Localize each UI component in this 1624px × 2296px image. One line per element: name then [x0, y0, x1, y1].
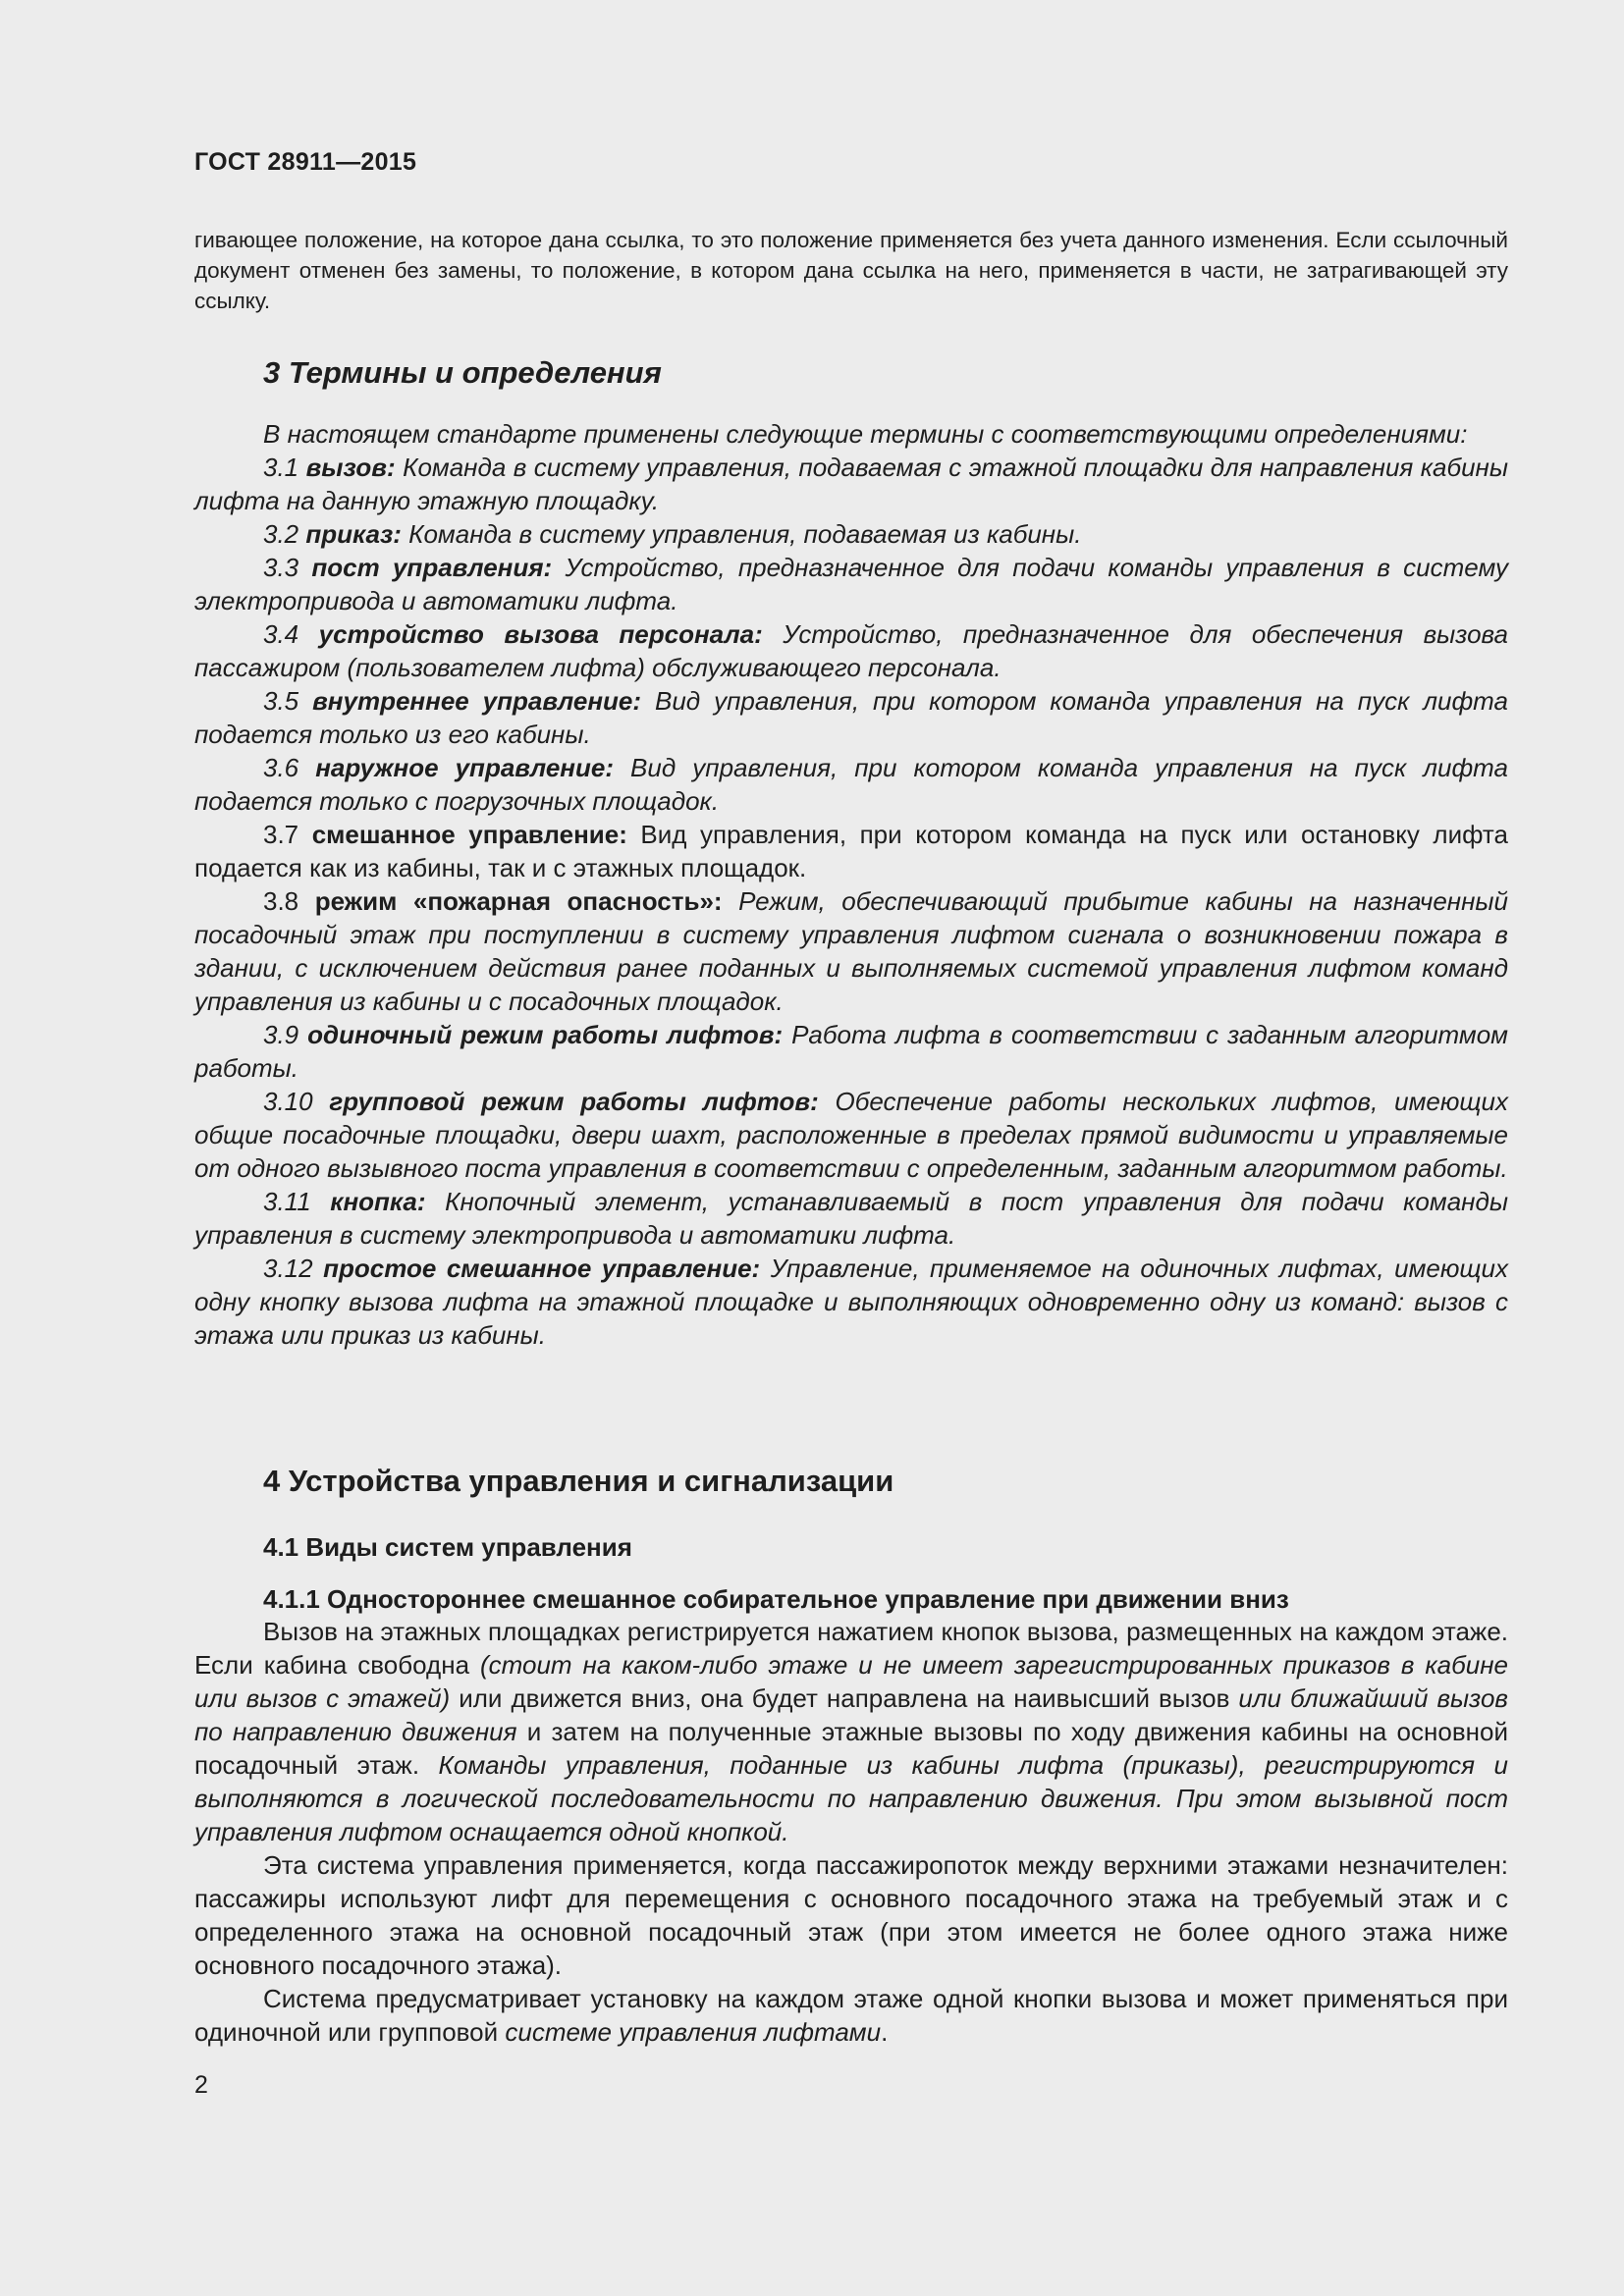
term-item: 3.9 одиночный режим работы лифтов: Работа лифта в соответствии с заданным алгоритмом работы. — [194, 1020, 1509, 1083]
section-4-body — [194, 1615, 1508, 2049]
term-name: кнопка: — [330, 1187, 426, 1216]
document-header: ГОСТ 28911—2015 — [194, 148, 417, 176]
paragraph: Вызов на этажных площадках регистрируется нажатием кнопок вызова, размещенных на каждом этаже. Если кабина свободна (стоит на каком-либо этаже и не имеет зарегистрированных приказов в кабине или вызов с этажей) или движется вниз, она будет направлена на наивысший вызов или ближайший вызов по направлению движения и затем на полученные этажные вызовы по ходу движения кабины на основной посадочный этаж. Команды управления, поданные из кабины лифта (приказы), регистрируются и выполняются в логической последовательности по направлению движения. При этом вызывной пост управления лифтом оснащается одной кнопкой. — [194, 1617, 1509, 1846]
term-name: смешанное управление: — [311, 820, 627, 849]
term-name: устройство вызова персонала: — [318, 619, 763, 649]
paragraph: Система предусматривает установку на каждом этаже одной кнопки вызова и может применяться при одиночной или групповой системе управления лифтами. — [194, 1984, 1508, 2047]
term-name: простое смешанное управление: — [323, 1254, 761, 1283]
section-3-title: 3 Термины и определения — [263, 355, 662, 390]
term-item: 3.5 внутреннее управление: Вид управления, при котором команда управления на пуск лифта подается только из его кабины. — [194, 686, 1508, 749]
subsection-4-1-1-title: 4.1.1 Одностороннее смешанное собирательное управление при движении вниз — [263, 1584, 1289, 1614]
term-item: 3.8 режим «пожарная опасность»: Режим, обеспечивающий прибытие кабины на назначенный посадочный этаж при поступлении в систему управления лифтом сигнала о возникновении пожара в здании, с исключением действия ранее поданных и выполняемых системой управления лифтом команд управления из кабины и с посадочных площадок. — [194, 886, 1508, 1016]
subsection-4-1-title: 4.1 Виды систем управления — [263, 1532, 632, 1562]
term-item: 3.6 наружное управление: Вид управления, при котором команда управления на пуск лифта подается только с погрузочных площадок. — [194, 753, 1508, 816]
intro-paragraph — [194, 225, 1508, 316]
term-item: 3.10 групповой режим работы лифтов: Обеспечение работы нескольких лифтов, имеющих общие посадочные площадки, двери шахт, расположенные в пределах прямой видимости и управляемые от одного вызывного поста управления в соответствии с определенным, заданным алгоритмом работы. — [194, 1087, 1508, 1183]
term-name: пост управления: — [311, 553, 553, 582]
term-name: групповой режим работы лифтов: — [329, 1087, 819, 1116]
term-item: 3.7 смешанное управление: Вид управления, при котором команда на пуск или остановку лифта подается как из кабины, так и с этажных площадок. — [194, 820, 1508, 882]
term-name: приказ: — [305, 519, 402, 549]
terms-list — [194, 417, 1508, 1352]
term-name: одиночный режим работы лифтов: — [307, 1020, 784, 1049]
term-name: вызов: — [305, 453, 396, 482]
term-name: режим «пожарная опасность»: — [314, 886, 723, 916]
term-item: 3.3 пост управления: Устройство, предназначенное для подачи команды управления в систему электропривода и автоматики лифта. — [194, 553, 1508, 615]
term-item: 3.12 простое смешанное управление: Управление, применяемое на одиночных лифтах, имеющих одну кнопку вызова лифта на этажной площадке и выполняющих одновременно одну из команд: вызов с этажа или приказ из кабины. — [194, 1254, 1508, 1350]
section-4-title: 4 Устройства управления и сигнализации — [263, 1464, 894, 1498]
term-item: 3.1 вызов: Команда в систему управления, подаваемая с этажной площадки для направления кабины лифта на данную этажную площадку. — [194, 453, 1508, 515]
term-name: внутреннее управление: — [312, 686, 642, 716]
page-number: 2 — [194, 2071, 208, 2099]
paragraph: Эта система управления применяется, когда пассажиропоток между верхними этажами незначителен: пассажиры используют лифт для перемещения с основного посадочного этажа на требуемый этаж и с определенного этажа на основной посадочный этаж (при этом имеется не более одного этажа ниже основного посадочного этажа). — [194, 1850, 1508, 1980]
term-item: 3.2 приказ: Команда в систему управления, подаваемая из кабины. — [263, 519, 1082, 549]
term-item: 3.4 устройство вызова персонала: Устройство, предназначенное для обеспечения вызова пассажиром (пользователем лифта) обслуживающего персонала. — [194, 619, 1508, 682]
intro-text: гивающее положение, на которое дана ссылка, то это положение применяется без учета данного изменения. Если ссылочный документ отменен без замены, то положение, в котором дана ссылка на него, применяется в части, не затрагивающей эту ссылку. — [194, 228, 1508, 313]
section-3-lead: В настоящем стандарте применены следующие термины с соответствующими определениями: — [263, 419, 1468, 449]
term-name: наружное управление: — [315, 753, 614, 782]
term-item: 3.11 кнопка: Кнопочный элемент, устанавливаемый в пост управления для подачи команды управления в систему электропривода и автоматики лифта. — [194, 1187, 1508, 1250]
